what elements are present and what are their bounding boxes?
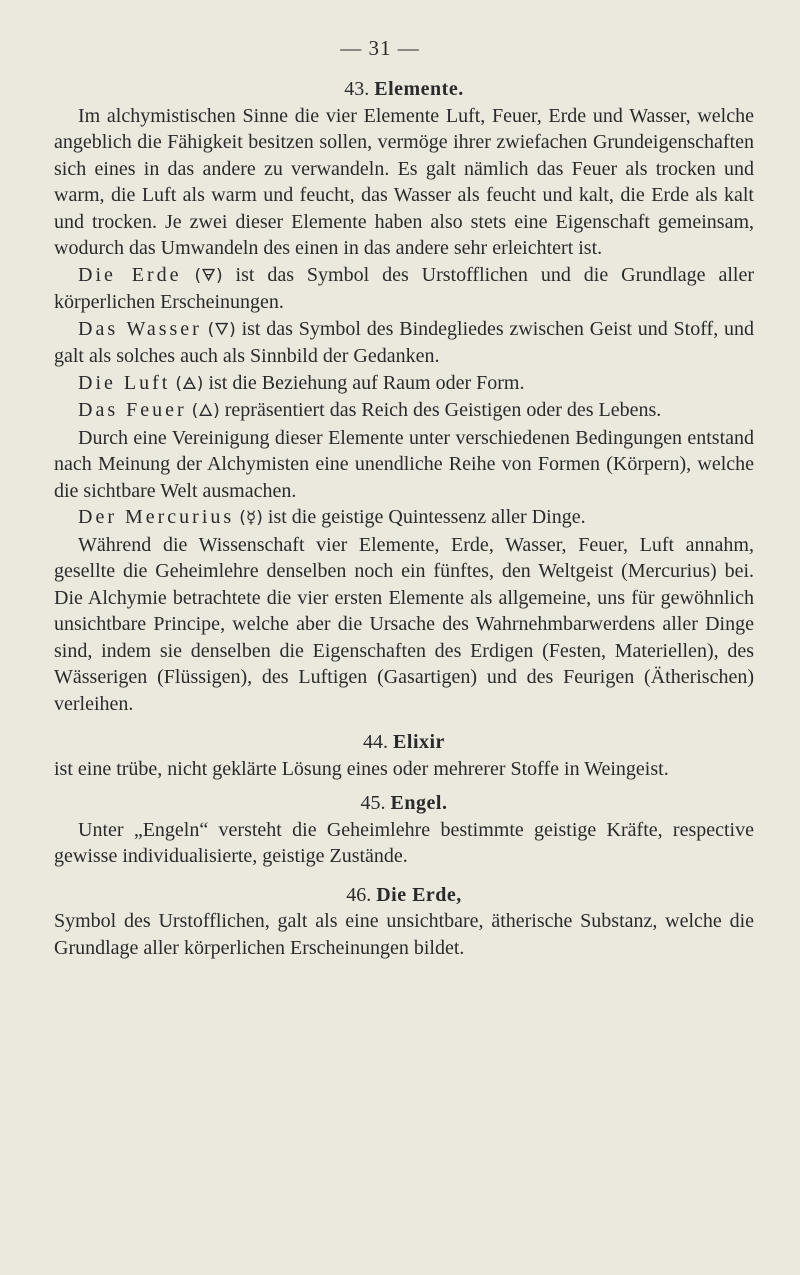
- section-number: 46.: [346, 883, 372, 906]
- section-number: 44.: [363, 731, 389, 753]
- section-45-heading: [54, 790, 754, 817]
- paragraph-erde: [54, 262, 754, 316]
- paragraph-feuer: [54, 397, 754, 425]
- paragraph-wasser: [54, 316, 754, 370]
- air-symbol-icon: (🜁): [175, 373, 204, 394]
- section-title: Engel.: [390, 792, 448, 814]
- section-number: 45.: [360, 792, 386, 814]
- paragraph-engel: Unter „Engeln“ versteht die Geheimlehre bestimmte geistige Kräfte, respective gewisse individualisierte, geistige Zustände.: [54, 818, 754, 867]
- paragraph-elixir: ist eine trübe, nicht geklärte Lösung eines oder mehrerer Stoffe in Weingeist.: [54, 757, 669, 780]
- water-symbol-icon: (🜄): [207, 319, 236, 340]
- section-46-heading: [54, 882, 754, 909]
- paragraph-mercurius: [54, 504, 754, 532]
- fire-symbol-icon: (🜂): [191, 401, 220, 421]
- term-luft: Die Luft: [78, 371, 171, 394]
- paragraph-luft: [54, 370, 754, 398]
- term-mercurius: Der Mercurius: [78, 506, 235, 528]
- term-erde: Die Erde: [78, 263, 182, 286]
- section-title: Die Erde,: [376, 883, 462, 906]
- paragraph-elemente-intro: Im alchymistischen Sinne die vier Elemente Luft, Feuer, Erde und Wasser, welche angeblich die Fähigkeit besitzen sollen, vermöge ihrer zwiefachen Grundeigenschaften sich eines in das andere zu verwandeln. Es galt nämlich das Feuer als trocken und warm, die Luft als warm und feucht, das Wasser als feucht und kalt, die Erde als kalt und trocken. Je zwei dieser Elemente haben also stets eine Eigenschaft gemeinsam, wodurch das Umwandeln des einen in das andere sehr erleichtert ist.: [54, 104, 754, 259]
- mercury-symbol-icon: (☿): [239, 508, 263, 528]
- section-title: Elixir: [393, 731, 445, 753]
- paragraph-vereinigung: Durch eine Vereinigung dieser Elemente unter verschiedenen Bedingungen entstand nach Meinung der Alchymisten eine unendliche Reihe von Formen (Körpern), welche die sichtbare Welt ausmachen.: [54, 426, 754, 502]
- erde-text: ist das Symbol des Urstofflichen und die Grundlage aller körperlichen Erscheinungen.: [54, 263, 754, 313]
- mercurius-text: ist die geistige Quintessenz aller Dinge.: [267, 506, 586, 528]
- earth-symbol-icon: (🜃): [194, 265, 223, 286]
- luft-text: ist die Beziehung auf Raum oder Form.: [208, 371, 525, 394]
- section-title: Elemente.: [374, 78, 464, 100]
- feuer-text: repräsentiert das Reich des Geistigen oder des Lebens.: [224, 399, 662, 421]
- page-number: — 31 —: [340, 36, 420, 60]
- section-number: 43.: [344, 78, 370, 100]
- paragraph-wissenschaft: Während die Wissenschaft vier Elemente, Erde, Wasser, Feuer, Luft annahm, gesellte die Geheimlehre denselben noch ein fünftes, den Weltgeist (Mercurius) bei. Die Alchymie betrachtete die vier ersten Elemente als allgemeine, uns für gewöhnlich unsichtbare Principe, welche aber die Ursache des Wahrnehmbarwerdens aller Dinge sind, indem sie denselben die Eigenschaften des Erdigen (Festen, Materiellen), des Wässerigen (Flüssigen), des Luftigen (Gasartigen) und des Feurigen (Ätherischen) verleihen.: [54, 533, 754, 715]
- paragraph-die-erde: Symbol des Urstofflichen, galt als eine unsichtbare, ätherische Substanz, welche die Grundlage aller körperlichen Erscheinungen bildet.: [54, 910, 754, 959]
- term-feuer: Das Feuer: [78, 399, 187, 421]
- page-body: [54, 76, 754, 961]
- wasser-text: ist das Symbol des Bindegliedes zwischen Geist und Stoff, und galt als solches auch als Sinnbild der Gedanken.: [54, 317, 754, 367]
- section-44-heading: [54, 729, 754, 756]
- term-wasser: Das Wasser: [78, 317, 202, 340]
- section-43-heading: [54, 76, 754, 103]
